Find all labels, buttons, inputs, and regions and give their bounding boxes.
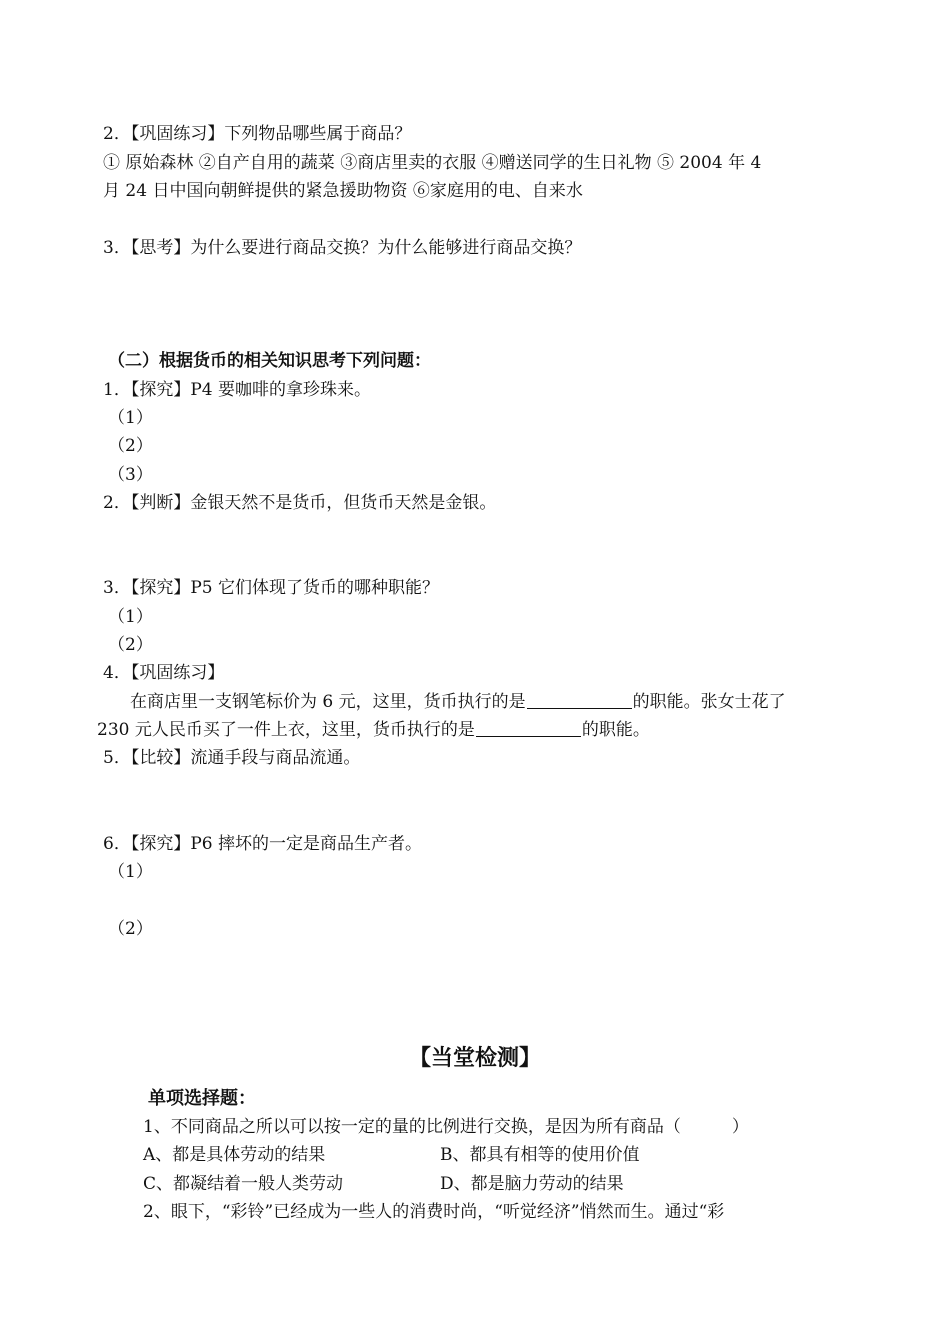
test-subheading: 单项选择题： <box>148 1088 256 1109</box>
s2-q4-text-d: 的职能。 <box>581 720 650 740</box>
s2-q4-text-line1 <box>130 690 786 714</box>
s2-q6: 6．【探究】P6 摔坏的一定是商品生产者。 <box>103 834 422 854</box>
s2-q4-text-a: 在商店里一支钢笔标价为 6 元，这里，货币执行的是 <box>130 692 526 712</box>
s2-q3: 3．【探究】P5 它们体现了货币的哪种职能？ <box>103 578 439 598</box>
s2-q4-text-c: 230 元人民币买了一件上衣，这里，货币执行的是 <box>97 720 475 740</box>
test-q1-option-a: A、都是具体劳动的结果 <box>143 1145 326 1165</box>
q3-think: 3．【思考】为什么要进行商品交换？为什么能够进行商品交换？ <box>103 238 582 258</box>
test-q2: 2、眼下，“彩铃”已经成为一些人的消费时尚，“听觉经济”悄然而生。通过“彩 <box>143 1202 725 1222</box>
s2-q5: 5．【比较】流通手段与商品流通。 <box>103 748 361 768</box>
s2-q1-item-1: （1） <box>108 408 153 428</box>
test-q1-option-c: C、都凝结着一般人类劳动 <box>143 1174 344 1194</box>
q2-practice-title: 2．【巩固练习】下列物品哪些属于商品？ <box>103 124 412 144</box>
test-q1-option-d: D、都是脑力劳动的结果 <box>440 1174 624 1194</box>
s2-q1-item-3: （3） <box>108 465 153 485</box>
q2-practice-line1: ① 原始森林 ②自产自用的蔬菜 ③商店里卖的衣服 ④赠送同学的生日礼物 ⑤ 2004 年 4 <box>103 153 762 173</box>
s2-q4-text-b: 的职能。张女士花了 <box>632 692 786 712</box>
answer-blank-2[interactable] <box>476 718 581 737</box>
s2-q1: 1．【探究】P4 要咖啡的拿珍珠来。 <box>103 380 371 400</box>
s2-q4: 4．【巩固练习】 <box>103 663 225 683</box>
answer-blank-1[interactable] <box>527 690 632 709</box>
test-heading: 【当堂检测】 <box>408 1046 541 1071</box>
q2-practice-line2: 月 24 日中国向朝鲜提供的紧急援助物资 ⑥家庭用的电、自来水 <box>103 181 583 201</box>
s2-q6-item-2: （2） <box>108 919 153 939</box>
s2-q3-item-2: （2） <box>108 635 153 655</box>
section2-heading: （二）根据货币的相关知识思考下列问题： <box>108 351 431 371</box>
test-q1: 1、不同商品之所以可以按一定的量的比例进行交换，是因为所有商品（ ） <box>143 1117 749 1137</box>
s2-q3-item-1: （1） <box>108 607 153 627</box>
test-q1-option-b: B、都具有相等的使用价值 <box>440 1145 640 1165</box>
s2-q2: 2．【判断】金银天然不是货币，但货币天然是金银。 <box>103 493 497 513</box>
s2-q4-text-line2 <box>97 718 650 742</box>
s2-q1-item-2: （2） <box>108 436 153 456</box>
s2-q6-item-1: （1） <box>108 862 153 882</box>
